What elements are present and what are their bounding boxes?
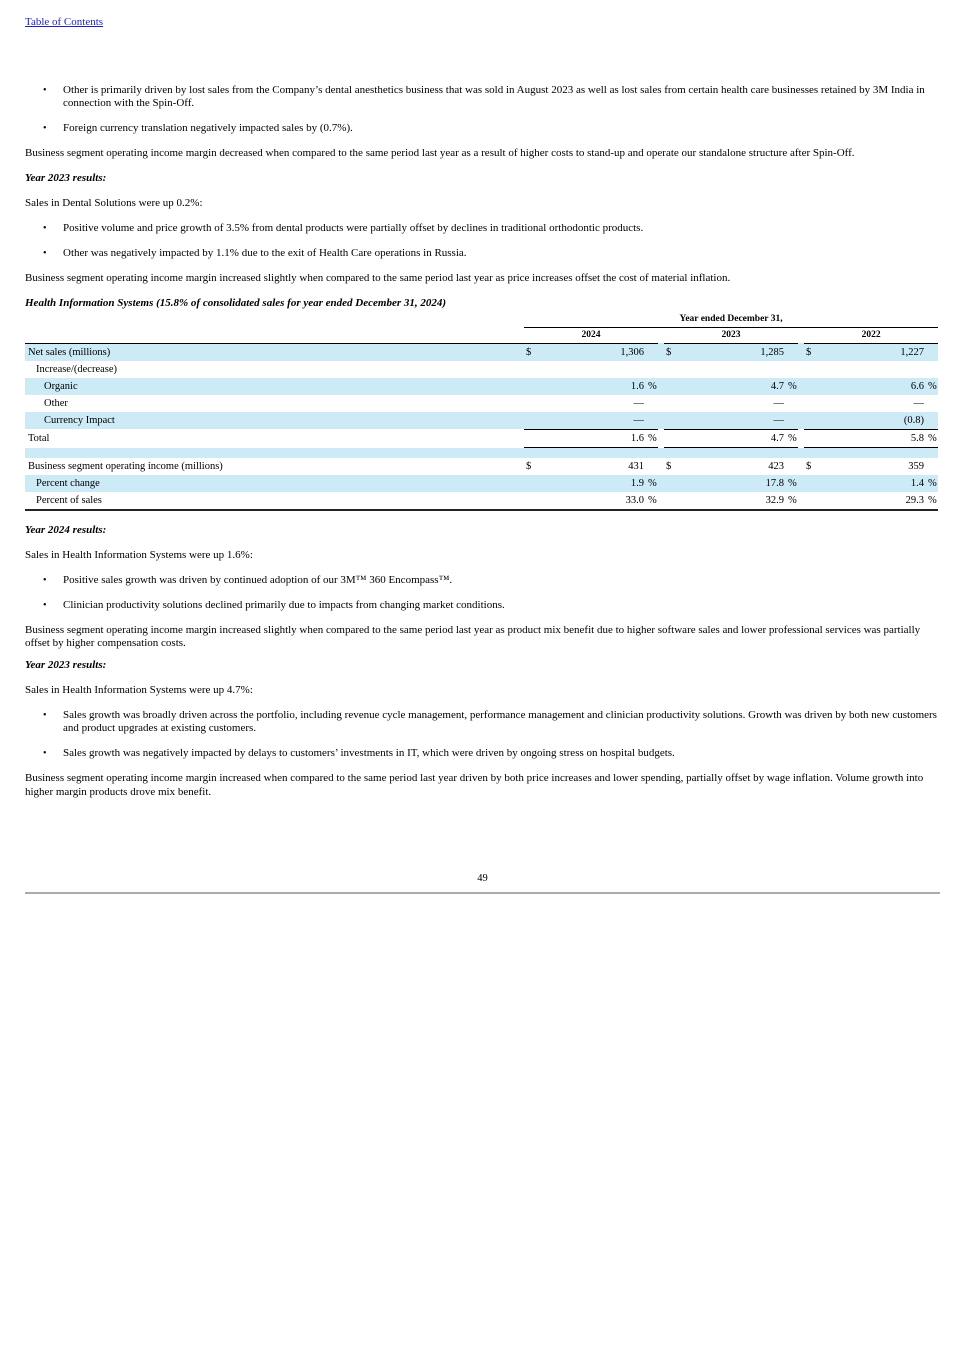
his-year-2023-heading: Year 2023 results: (25, 658, 107, 671)
dental-margin-paragraph: Business segment operating income margin decreased when compared to the same period last year as a result of higher costs to stand-up and operate our standalone structure after Spin-Off. (25, 147, 855, 159)
cell-currency (664, 412, 682, 430)
list-item (25, 247, 940, 261)
table-spacer-row (25, 447, 938, 458)
year-column-header: 2022 (804, 327, 938, 343)
cell-percent: % (784, 475, 798, 492)
cell-percent (784, 458, 798, 475)
cell-percent: % (648, 494, 657, 506)
spacer-cell (25, 447, 938, 458)
list-item (25, 599, 940, 613)
cell-value: 1,285 (682, 343, 784, 361)
cell-percent (924, 412, 938, 430)
bullet-icon: • (43, 84, 47, 96)
table-row (25, 361, 938, 378)
cell-currency (664, 475, 682, 492)
cell-percent: % (924, 429, 938, 447)
cell-value: 1.6 (542, 378, 644, 395)
cell-currency (524, 429, 542, 447)
cell-value: — (682, 412, 784, 430)
list-item (25, 84, 940, 111)
cell-currency (664, 361, 682, 378)
cell-value: 1.6 (542, 429, 644, 447)
table-spanner-row (25, 314, 938, 328)
table-row (25, 343, 938, 361)
dental-2023-bullet-list (25, 222, 940, 261)
financial-table (25, 314, 938, 511)
cell-value: 33.0 (625, 494, 644, 506)
cell-value (682, 361, 784, 378)
cell-currency (804, 492, 822, 509)
cell-currency (524, 361, 542, 378)
cell-currency (664, 429, 682, 447)
cell-value: 4.7 (682, 378, 784, 395)
cell-percent (924, 343, 938, 361)
cell-percent (784, 343, 798, 361)
list-item (25, 122, 940, 136)
cell-percent: % (644, 475, 658, 492)
row-label: Other (44, 397, 68, 409)
cell-value: 1,227 (822, 343, 924, 361)
cell-currency (804, 412, 822, 430)
cell-percent: % (784, 378, 798, 395)
cell-percent: % (784, 429, 798, 447)
dental-sales-intro: Sales in Dental Solutions were up 0.2%: (25, 197, 203, 209)
cell-currency (524, 492, 542, 509)
dental-other-bullet-list (25, 84, 940, 136)
cell-currency: $ (524, 343, 542, 361)
cell-percent (644, 361, 658, 378)
table-spanner-label: Year ended December 31, (524, 314, 938, 328)
row-label: Business segment operating income (millions) (28, 460, 223, 472)
table-row (25, 458, 938, 475)
cell-currency (804, 395, 822, 412)
cell-percent: % (644, 378, 658, 395)
cell-value: — (913, 397, 924, 409)
bullet-icon: • (43, 248, 47, 259)
bullet-icon: • (43, 709, 47, 721)
cell-value: 359 (908, 460, 924, 472)
his-section-heading: Health Information Systems (15.8% of consolidated sales for year ended December 31, 2024) (25, 297, 447, 309)
cell-value (542, 361, 644, 378)
cell-currency: $ (666, 460, 672, 472)
row-label: Increase/(decrease) (36, 363, 118, 375)
row-label: Percent of sales (36, 494, 102, 506)
table-row (25, 395, 938, 412)
cell-value: 6.6 (822, 378, 924, 395)
cell-percent (924, 361, 938, 378)
cell-value: 1.9 (542, 475, 644, 492)
bullet-icon: • (43, 574, 47, 586)
cell-value: 1.4 (822, 475, 924, 492)
cell-value: 1,306 (542, 343, 644, 361)
cell-currency: $ (664, 343, 682, 361)
cell-percent (784, 412, 798, 430)
year-column-header: 2024 (524, 327, 658, 343)
cell-percent (924, 395, 938, 412)
cell-percent (644, 412, 658, 430)
cell-percent (644, 343, 658, 361)
list-item (25, 747, 940, 761)
cell-currency: $ (526, 460, 532, 472)
table-row (25, 378, 938, 395)
his-2024-bullet-list (25, 574, 940, 613)
cell-currency (664, 492, 682, 509)
cell-currency: $ (806, 460, 812, 472)
cell-value: 32.9 (765, 494, 784, 506)
bullet-text: Sales growth was broadly driven across the portfolio, including revenue cycle management, performance management and clinician productivity solutions. Growth was driven by both new customers and product upgrades at existing customers. (63, 708, 937, 734)
table-row (25, 492, 938, 509)
cell-value: 423 (768, 460, 784, 472)
cell-currency (804, 378, 822, 395)
dental-year-2023-heading: Year 2023 results: (25, 172, 107, 184)
his-2023-bullet-list (25, 709, 940, 761)
cell-percent (784, 395, 798, 412)
cell-value: — (542, 412, 644, 430)
row-label: Currency Impact (25, 412, 524, 430)
bullet-text: Foreign currency translation negatively impacted sales by (0.7%). (63, 122, 353, 134)
bullet-icon: • (43, 748, 47, 759)
cell-value: 17.8 (682, 475, 784, 492)
bullet-text: Positive volume and price growth of 3.5% from dental products were partially offset by declines in traditional orthodontic products. (63, 222, 644, 234)
cell-value: 4.7 (682, 429, 784, 447)
table-of-contents-link[interactable]: Table of Contents (25, 16, 104, 28)
cell-percent (644, 458, 658, 475)
cell-value: — (633, 397, 644, 409)
cell-currency (524, 378, 542, 395)
bullet-text: Positive sales growth was driven by continued adoption of our 3M™ 360 Encompass™. (63, 573, 453, 586)
bullet-text: Other was negatively impacted by 1.1% due to the exit of Health Care operations in Russia. (63, 247, 467, 259)
cell-currency (524, 475, 542, 492)
cell-currency (664, 395, 682, 412)
cell-value: 5.8 (822, 429, 924, 447)
page-number: 49 (477, 873, 488, 884)
cell-currency (804, 475, 822, 492)
year-column-header: 2023 (664, 327, 798, 343)
table-year-header-row (25, 327, 938, 343)
bullet-text: Other is primarily driven by lost sales from the Company’s dental anesthetics business that was sold in August 2023 as well as lost sales from certain health care businesses retained by 3M India in connection with the Spin-Off. (63, 83, 925, 109)
row-label: Net sales (millions) (25, 343, 524, 361)
page-footer (25, 872, 940, 894)
cell-currency (804, 429, 822, 447)
bullet-text: Clinician productivity solutions declined primarily due to impacts from changing market conditions. (63, 598, 505, 611)
his-sales-intro-2024: Sales in Health Information Systems were up 1.6%: (25, 548, 253, 561)
footer-rule (25, 892, 940, 894)
list-item (25, 222, 940, 236)
his-year-2024-heading: Year 2024 results: (25, 523, 107, 536)
cell-currency (804, 361, 822, 378)
cell-percent: % (924, 378, 938, 395)
cell-value: — (773, 397, 784, 409)
cell-percent: % (644, 429, 658, 447)
cell-value: 431 (628, 460, 644, 472)
cell-percent: % (924, 475, 938, 492)
breadcrumb (25, 16, 940, 30)
cell-percent (924, 458, 938, 475)
cell-percent (784, 361, 798, 378)
cell-percent: % (928, 494, 937, 506)
table-row (25, 475, 938, 492)
cell-value: (0.8) (822, 412, 924, 430)
row-label: Percent change (25, 475, 524, 492)
cell-percent (644, 395, 658, 412)
list-item (25, 574, 940, 588)
cell-currency: $ (804, 343, 822, 361)
bullet-icon: • (43, 223, 47, 234)
cell-currency (664, 378, 682, 395)
cell-currency (524, 412, 542, 430)
cell-value: 29.3 (905, 494, 924, 506)
row-label: Organic (25, 378, 524, 395)
row-label: Total (28, 433, 50, 444)
table-row (25, 429, 938, 447)
bullet-icon: • (43, 123, 47, 134)
dental-margin-paragraph-2023: Business segment operating income margin increased slightly when compared to the same period last year as price increases offset the cost of material inflation. (25, 272, 731, 284)
cell-value (822, 361, 924, 378)
list-item (25, 709, 940, 736)
bullet-icon: • (43, 599, 47, 611)
his-margin-paragraph-2023: Business segment operating income margin increased when compared to the same period last year driven by both price increases and lower spending, partially offset by wage inflation. Volume growth into higher margin products drove mix benefit. (25, 772, 924, 798)
cell-currency (524, 395, 542, 412)
bullet-text: Sales growth was negatively impacted by delays to customers’ investments in IT, which were driven by ongoing stress on hospital budgets. (63, 747, 675, 759)
his-sales-intro-2023: Sales in Health Information Systems were up 4.7%: (25, 683, 253, 696)
his-margin-paragraph-2024: Business segment operating income margin increased slightly when compared to the same period last year as product mix benefit due to higher software sales and lower professional services was partially offset by higher compensation costs. (25, 623, 921, 649)
table-row (25, 412, 938, 430)
cell-percent: % (788, 494, 797, 506)
